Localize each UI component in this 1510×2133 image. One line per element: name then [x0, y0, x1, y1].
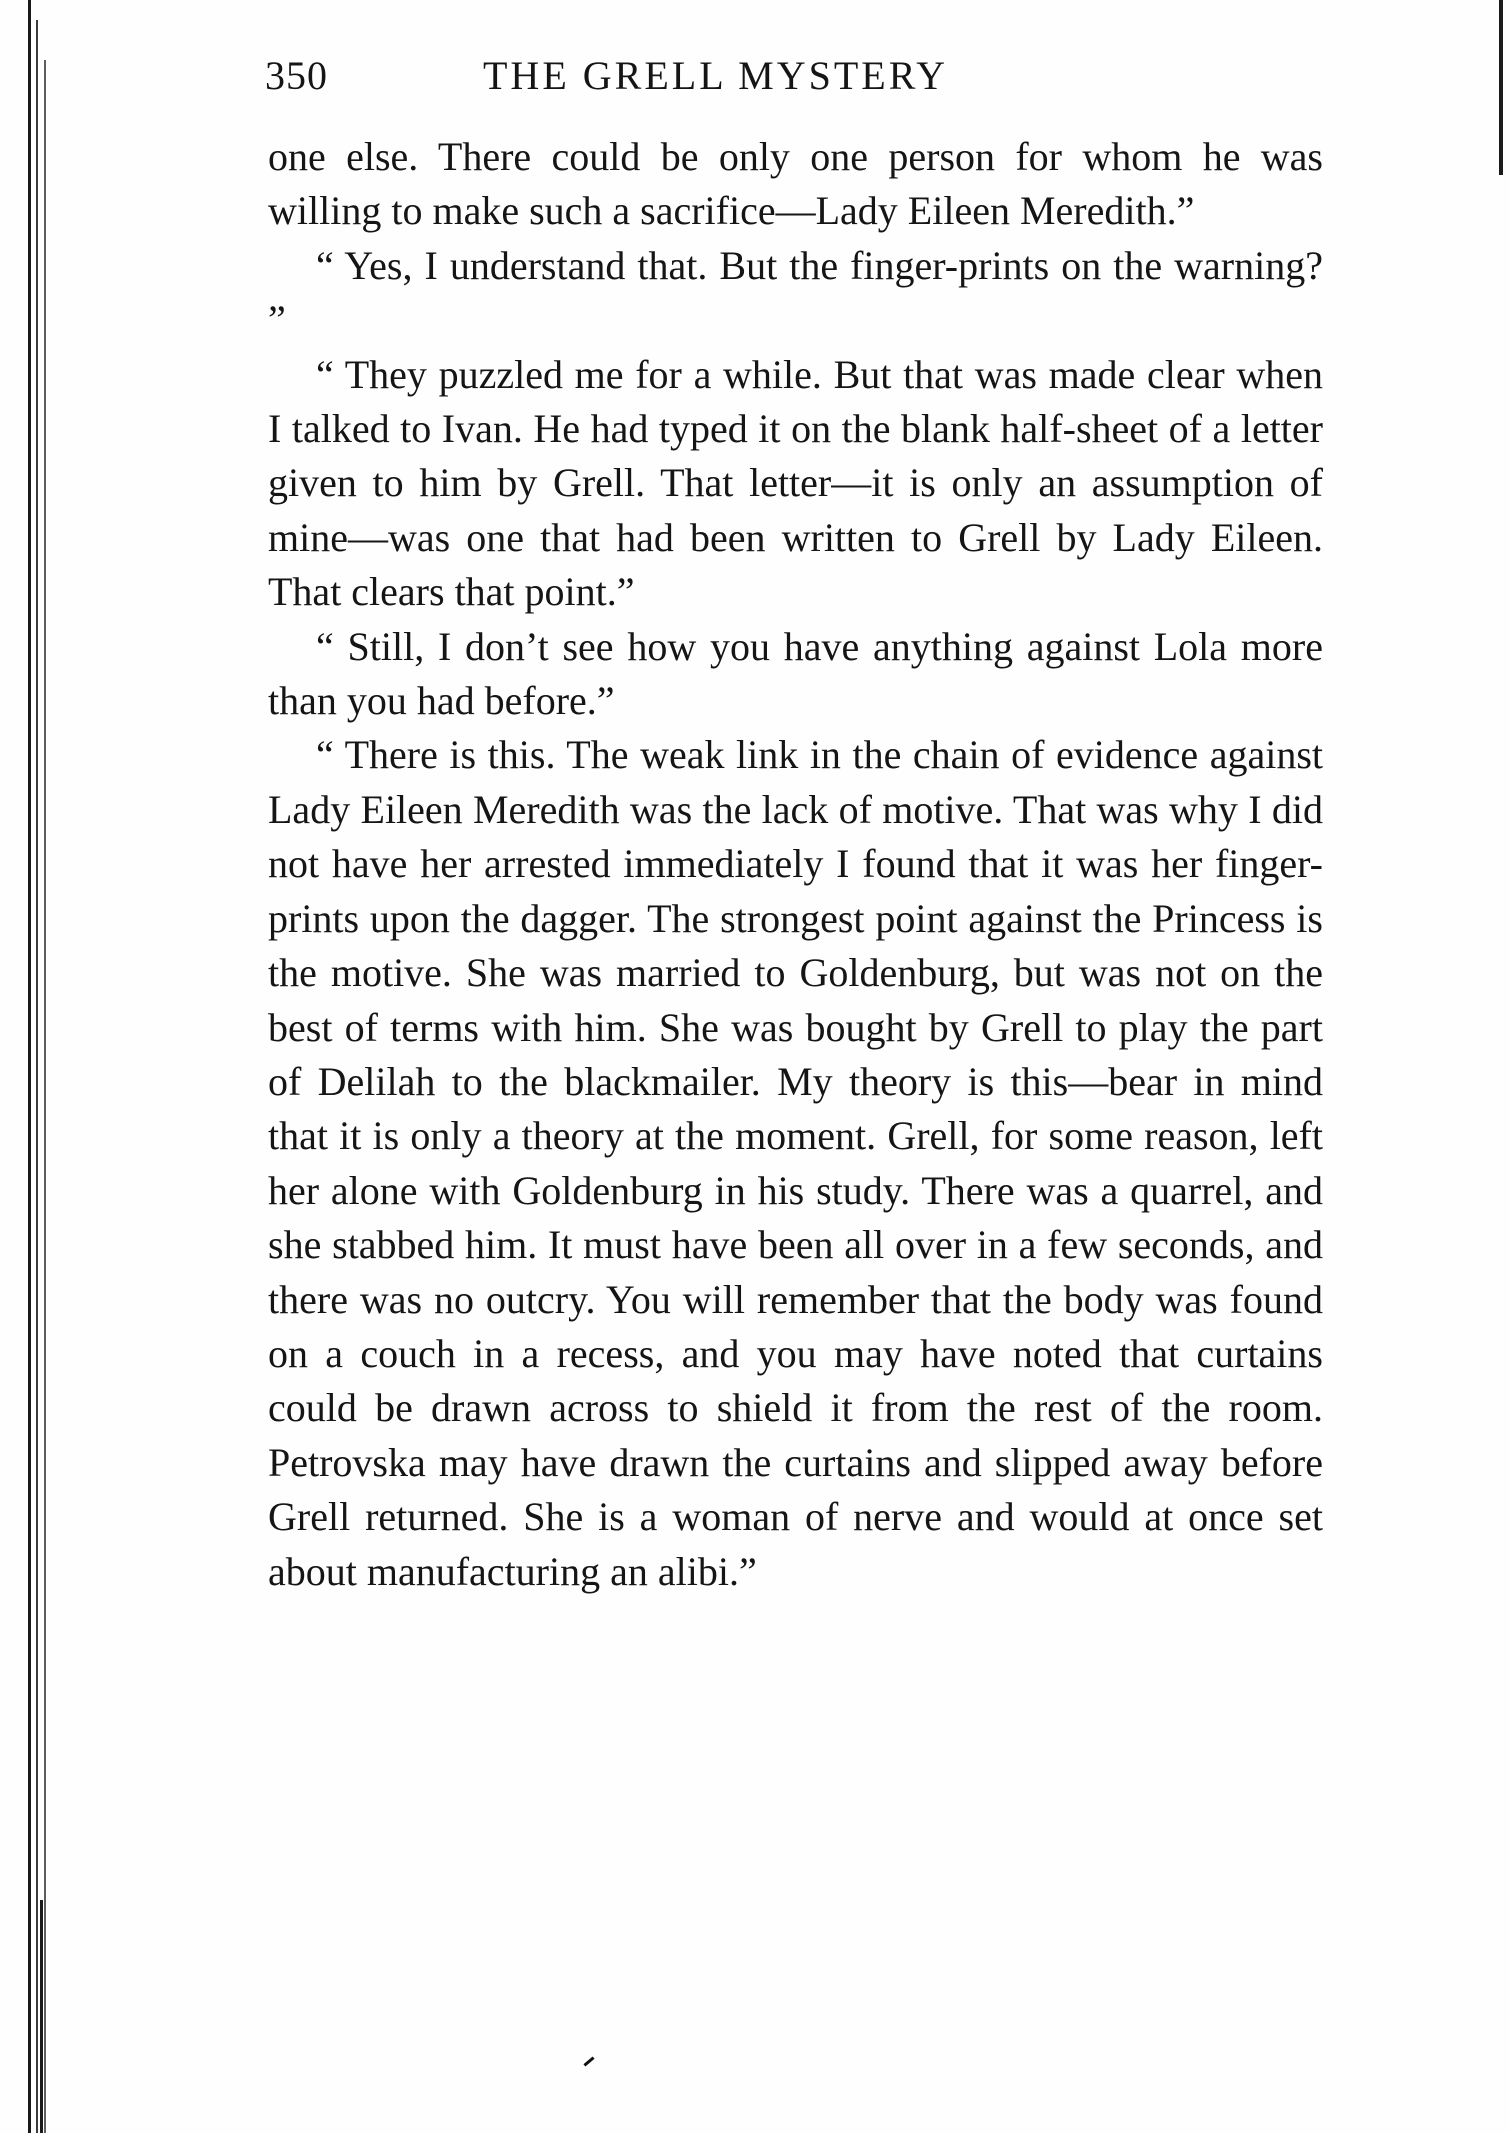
binding-edge-line: [40, 1900, 43, 2133]
paragraph: “ Yes, I understand that. But the finger-prints on the warning? ”: [268, 242, 1323, 343]
binding-edge-line: [28, 0, 31, 2133]
paragraph: “ There is this. The weak link in the chain of evidence against Lady Eileen Meredith was the lack of motive. That was why I did not have her arrested immediately I found that it was her finger-prints upon the dagger. The strongest point against the Princess is the motive. She was married to Goldenburg, but was not on the best of terms with him. She was bought by Grell to play the part of Delilah to the blackmailer. My theory is this—bear in mind that it is only a theory at the moment. Grell, for some reason, left her alone with Goldenburg in his study. There was a quarrel, and she stabbed him. It must have been all over in a few seconds, and there was no outcry. You will remember that the body was found on a couch in a recess, and you may have noted that curtains could be drawn across to shield it from the rest of the room. Petrovska may have drawn the curtains and slipped away before Grell returned. She is a woman of nerve and would at once set about manufacturing an alibi.”: [268, 732, 1323, 1594]
page-number: 350: [265, 53, 328, 98]
running-header: [265, 52, 1335, 112]
running-title: THE GRELL MYSTERY: [483, 53, 949, 98]
binding-edge-line: [44, 60, 46, 2133]
body-text: [268, 130, 1323, 1599]
paragraph: “ They puzzled me for a while. But that was made clear when I talked to Ivan. He had typed it on the blank half-sheet of a letter given to him by Grell. That letter—it is only an assumption of mine—was one that had been written to Grell by Lady Eileen. That clears that point.”: [268, 351, 1323, 615]
ink-speck: [583, 2056, 594, 2066]
page-edge-line: [1499, 0, 1503, 175]
binding-edge-line: [36, 20, 38, 2133]
paragraph: “ Still, I don’t see how you have anything against Lola more than you had before.”: [268, 623, 1323, 724]
paragraph: one else. There could be only one person for whom he was willing to make such a sacrifice—Lady Eileen Meredith.”: [268, 134, 1323, 234]
